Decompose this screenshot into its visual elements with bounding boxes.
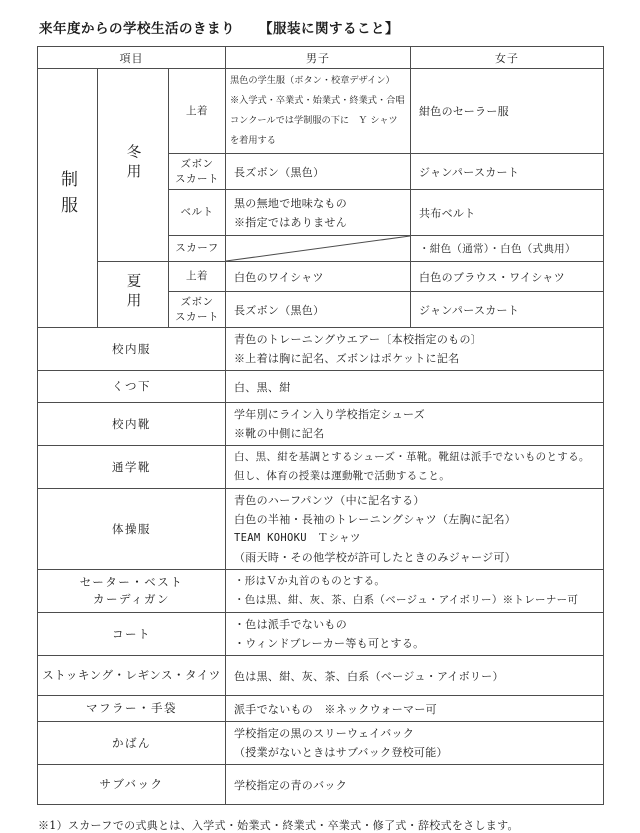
page-title-bracket: 【服装に関すること】	[259, 21, 399, 37]
summer-pants-girls: ジャンパースカート	[411, 292, 604, 328]
row-label	[38, 570, 226, 613]
winter-scarf-label: スカーフ	[169, 236, 226, 262]
row-content-line: 青色のトレーニングウエアー〔本校指定のもの〕	[234, 333, 483, 346]
row-content-line: 白色の半袖・長袖のトレーニングシャツ（左胸に記名）	[234, 513, 517, 526]
row-winter-jacket	[38, 69, 604, 154]
row-label: 校内靴	[38, 403, 226, 446]
row-sub-bag	[38, 765, 604, 805]
row-content-line: ※靴の中側に記名	[234, 427, 325, 440]
winter-pants-label-line1: ズボン	[180, 157, 214, 170]
uniform-label-cell	[38, 69, 98, 328]
row-label-line1: セーター・ベスト	[79, 575, 184, 589]
row-label: ストッキング・レギンス・タイツ	[38, 656, 226, 696]
row-label: コート	[38, 613, 226, 656]
row-summer-jacket	[38, 262, 604, 292]
row-content	[226, 722, 604, 765]
winter-jacket-boys-line: 黒色の学生服（ボタン・校章デザイン）	[230, 75, 395, 86]
page-title-main: 来年度からの学校生活のきまり	[39, 21, 235, 37]
row-content	[226, 489, 604, 570]
row-content-line: ・ウィンドブレーカー等も可とする。	[234, 637, 425, 650]
row-content: 白、黒、紺	[226, 371, 604, 403]
row-bag	[38, 722, 604, 765]
winter-belt-girls: 共布ベルト	[411, 190, 604, 236]
row-content	[226, 328, 604, 371]
row-stockings-leggings-tights	[38, 656, 604, 696]
winter-pants-label-line2: スカート	[175, 172, 219, 185]
winter-pants-label	[169, 154, 226, 190]
row-label: 通学靴	[38, 446, 226, 489]
row-label: サブバック	[38, 765, 226, 805]
winter-jacket-boys	[226, 69, 411, 154]
row-commute-shoes	[38, 446, 604, 489]
summer-jacket-label: 上着	[169, 262, 226, 292]
row-label: 校内服	[38, 328, 226, 371]
row-label-line2: カーディガン	[92, 592, 171, 606]
row-content: 色は黒、紺、灰、茶、白系（ベージュ・アイボリー）	[226, 656, 604, 696]
row-content: 学校指定の青のバック	[226, 765, 604, 805]
row-content-line: ※上着は胸に記名、ズボンはポケットに記名	[234, 352, 460, 365]
winter-pants-boys: 長ズボン（黒色）	[226, 154, 411, 190]
uniform-label: 制服	[57, 170, 77, 222]
header-cell-item: 項目	[38, 47, 226, 69]
row-content	[226, 403, 604, 446]
diagonal-strike-line	[226, 236, 410, 261]
row-content-line: ・色は黒、紺、灰、茶、白系（ベージュ・アイボリー）※トレーナー可	[234, 594, 579, 606]
row-content-line: 但し、体育の授業は運動靴で活動すること。	[234, 470, 450, 482]
row-coat	[38, 613, 604, 656]
summer-pants-label-line2: スカート	[175, 310, 219, 323]
row-school-wear	[38, 328, 604, 371]
winter-jacket-girls: 紺色のセーラー服	[411, 69, 604, 154]
row-content: 派手でないもの ※ネックウォーマー可	[226, 696, 604, 722]
row-content-line: ・色は派手でないもの	[234, 618, 347, 631]
header-cell-boys: 男子	[226, 47, 411, 69]
row-gym-clothes	[38, 489, 604, 570]
row-content-line: 学校指定の黒のスリーウェイバック	[234, 727, 415, 740]
winter-belt-boys-line: ※指定ではありません	[234, 215, 347, 229]
summer-pants-label-line1: ズボン	[180, 295, 214, 308]
row-content-line: 白、黒、紺を基調とするシューズ・革靴。靴紐は派手でないものとする。	[234, 451, 590, 463]
footnote: ※1）スカーフでの式典とは、入学式・始業式・終業式・卒業式・修了式・辞校式をさします。	[38, 819, 519, 832]
page-title	[39, 17, 603, 37]
winter-jacket-label: 上着	[169, 69, 226, 154]
winter-scarf-boys-empty	[226, 236, 411, 262]
row-content-line: 学年別にライン入り学校指定シューズ	[234, 408, 425, 421]
row-sweater-vest-cardigan	[38, 570, 604, 613]
winter-scarf-girls: ・紺色（通常）・白色（式典用）	[411, 236, 604, 262]
clothing-rules-table	[37, 46, 604, 805]
row-label: マフラー・手袋	[38, 696, 226, 722]
row-label: かばん	[38, 722, 226, 765]
row-label: くつ下	[38, 371, 226, 403]
row-label: 体操服	[38, 489, 226, 570]
row-content	[226, 446, 604, 489]
table-header-row	[38, 47, 604, 69]
row-content-line: TEAM KOHOKU Ｔシャツ	[234, 532, 361, 544]
summer-label-cell	[98, 262, 169, 328]
summer-pants-boys: 長ズボン（黒色）	[226, 292, 411, 328]
row-content	[226, 613, 604, 656]
winter-belt-boys	[226, 190, 411, 236]
row-content-line: （授業がないときはサブバック登校可能）	[234, 746, 448, 759]
winter-jacket-boys-line: ※入学式・卒業式・始業式・終業式・合唱	[230, 95, 405, 106]
header-cell-girls: 女子	[411, 47, 604, 69]
winter-jacket-boys-line: を着用する	[230, 135, 276, 146]
winter-pants-girls: ジャンパースカート	[411, 154, 604, 190]
winter-label-cell	[98, 69, 169, 262]
summer-jacket-girls: 白色のブラウス・ワイシャツ	[411, 262, 604, 292]
row-content-line: （雨天時・その他学校が許可したときのみジャージ可）	[234, 551, 517, 564]
winter-belt-label: ベルト	[169, 190, 226, 236]
row-content-line: 青色のハーフパンツ（中に記名する）	[234, 494, 425, 507]
row-scarf-gloves	[38, 696, 604, 722]
summer-jacket-boys: 白色のワイシャツ	[226, 262, 411, 292]
row-socks	[38, 371, 604, 403]
row-content	[226, 570, 604, 613]
winter-label: 冬用	[124, 143, 141, 183]
winter-jacket-boys-line: コンクールでは学制服の下に Ｙ シャツ	[230, 115, 398, 126]
summer-pants-label	[169, 292, 226, 328]
row-indoor-shoes	[38, 403, 604, 446]
row-content-line: ・形はＶか丸首のものとする。	[234, 575, 386, 587]
summer-label: 夏用	[124, 273, 141, 312]
winter-belt-boys-line: 黒の無地で地味なもの	[234, 196, 347, 210]
